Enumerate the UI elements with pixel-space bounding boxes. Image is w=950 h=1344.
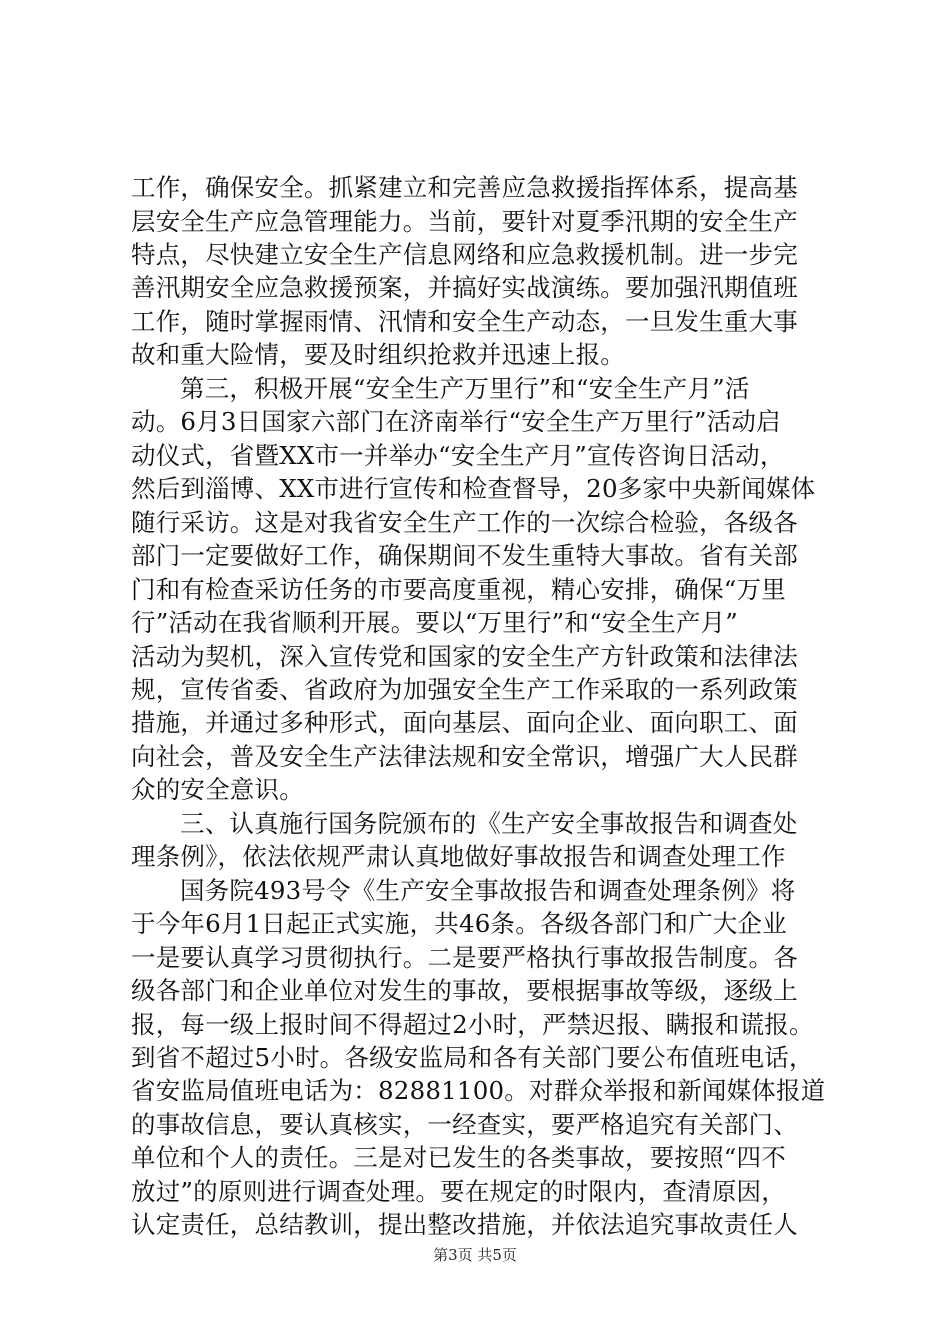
text-line: 众的安全意识。 (131, 775, 304, 804)
text-line: 工作，随时掌握雨情、汛情和安全生产动态，一旦发生重大事 (131, 307, 798, 336)
text-line: 特点，尽快建立安全生产信息网络和应急救援机制。进一步完 (131, 240, 798, 269)
text-line: 然后到淄博、XX市进行宣传和检查督导，20多家中央新闻媒体 (131, 474, 816, 503)
section-heading-line: 三、认真施行国务院颁布的《生产安全事故报告和调查处 (180, 809, 798, 838)
text-line: 动。6月3日国家六部门在济南举行“安全生产万里行”活动启 (131, 407, 781, 436)
page-number-footer: 第3页 共5页 (433, 1246, 517, 1264)
text-line: 故和重大险情，要及时组织抢救并迅速上报。 (131, 340, 625, 369)
text-line: 放过”的原则进行调查处理。要在规定的时限内，查清原因， (131, 1177, 786, 1206)
text-line: 报，每一级上报时间不得超过2小时，严禁迟报、瞒报和谎报。 (131, 1010, 814, 1039)
text-line: 一是要认真学习贯彻执行。二是要严格执行事故报告制度。各 (131, 943, 798, 972)
section-heading-line: 理条例》，依法依规严肃认真地做好事故报告和调查处理工作 (131, 842, 786, 871)
text-line: 认定责任，总结教训，提出整改措施，并依法追究事故责任人 (131, 1210, 798, 1239)
paragraph-start-line: 第三，积极开展“安全生产万里行”和“安全生产月”活 (180, 374, 750, 403)
text-line: 活动为契机，深入宣传党和国家的安全生产方针政策和法律法 (131, 642, 798, 671)
text-line: 行”活动在我省顺利开展。要以“万里行”和“安全生产月” (131, 608, 739, 637)
text-line: 善汛期安全应急救援预案，并搞好实战演练。要加强汛期值班 (131, 273, 798, 302)
text-line: 工作，确保安全。抓紧建立和完善应急救援指挥体系，提高基 (131, 173, 798, 202)
text-line: 规，宣传省委、省政府为加强安全生产工作采取的一系列政策 (131, 675, 798, 704)
text-line: 单位和个人的责任。三是对已发生的各类事故，要按照“四不 (131, 1143, 786, 1172)
text-line: 省安监局值班电话为：82881100。对群众举报和新闻媒体报道 (131, 1076, 826, 1105)
text-line: 随行采访。这是对我省安全生产工作的一次综合检验，各级各 (131, 508, 798, 537)
text-line: 动仪式，省暨XX市一并举办“安全生产月”宣传咨询日活动， (131, 441, 785, 470)
text-line: 措施，并通过多种形式，面向基层、面向企业、面向职工、面 (131, 708, 798, 737)
text-line: 部门一定要做好工作，确保期间不发生重特大事故。省有关部 (131, 541, 798, 570)
text-line: 于今年6月1日起正式实施，共46条。各级各部门和广大企业 (131, 909, 787, 938)
text-line: 层安全生产应急管理能力。当前，要针对夏季汛期的安全生产 (131, 207, 798, 236)
text-line: 门和有检查采访任务的市要高度重视，精心安排，确保“万里 (131, 575, 786, 604)
text-line: 向社会，普及安全生产法律法规和安全常识，增强广大人民群 (131, 742, 798, 771)
text-line: 到省不超过5小时。各级安监局和各有关部门要公布值班电话， (131, 1043, 814, 1072)
text-line: 级各部门和企业单位对发生的事故，要根据事故等级，逐级上 (131, 976, 798, 1005)
text-line: 的事故信息，要认真核实，一经查实，要严格追究有关部门、 (131, 1110, 798, 1139)
paragraph-start-line: 国务院493号令《生产安全事故报告和调查处理条例》将 (180, 876, 796, 905)
